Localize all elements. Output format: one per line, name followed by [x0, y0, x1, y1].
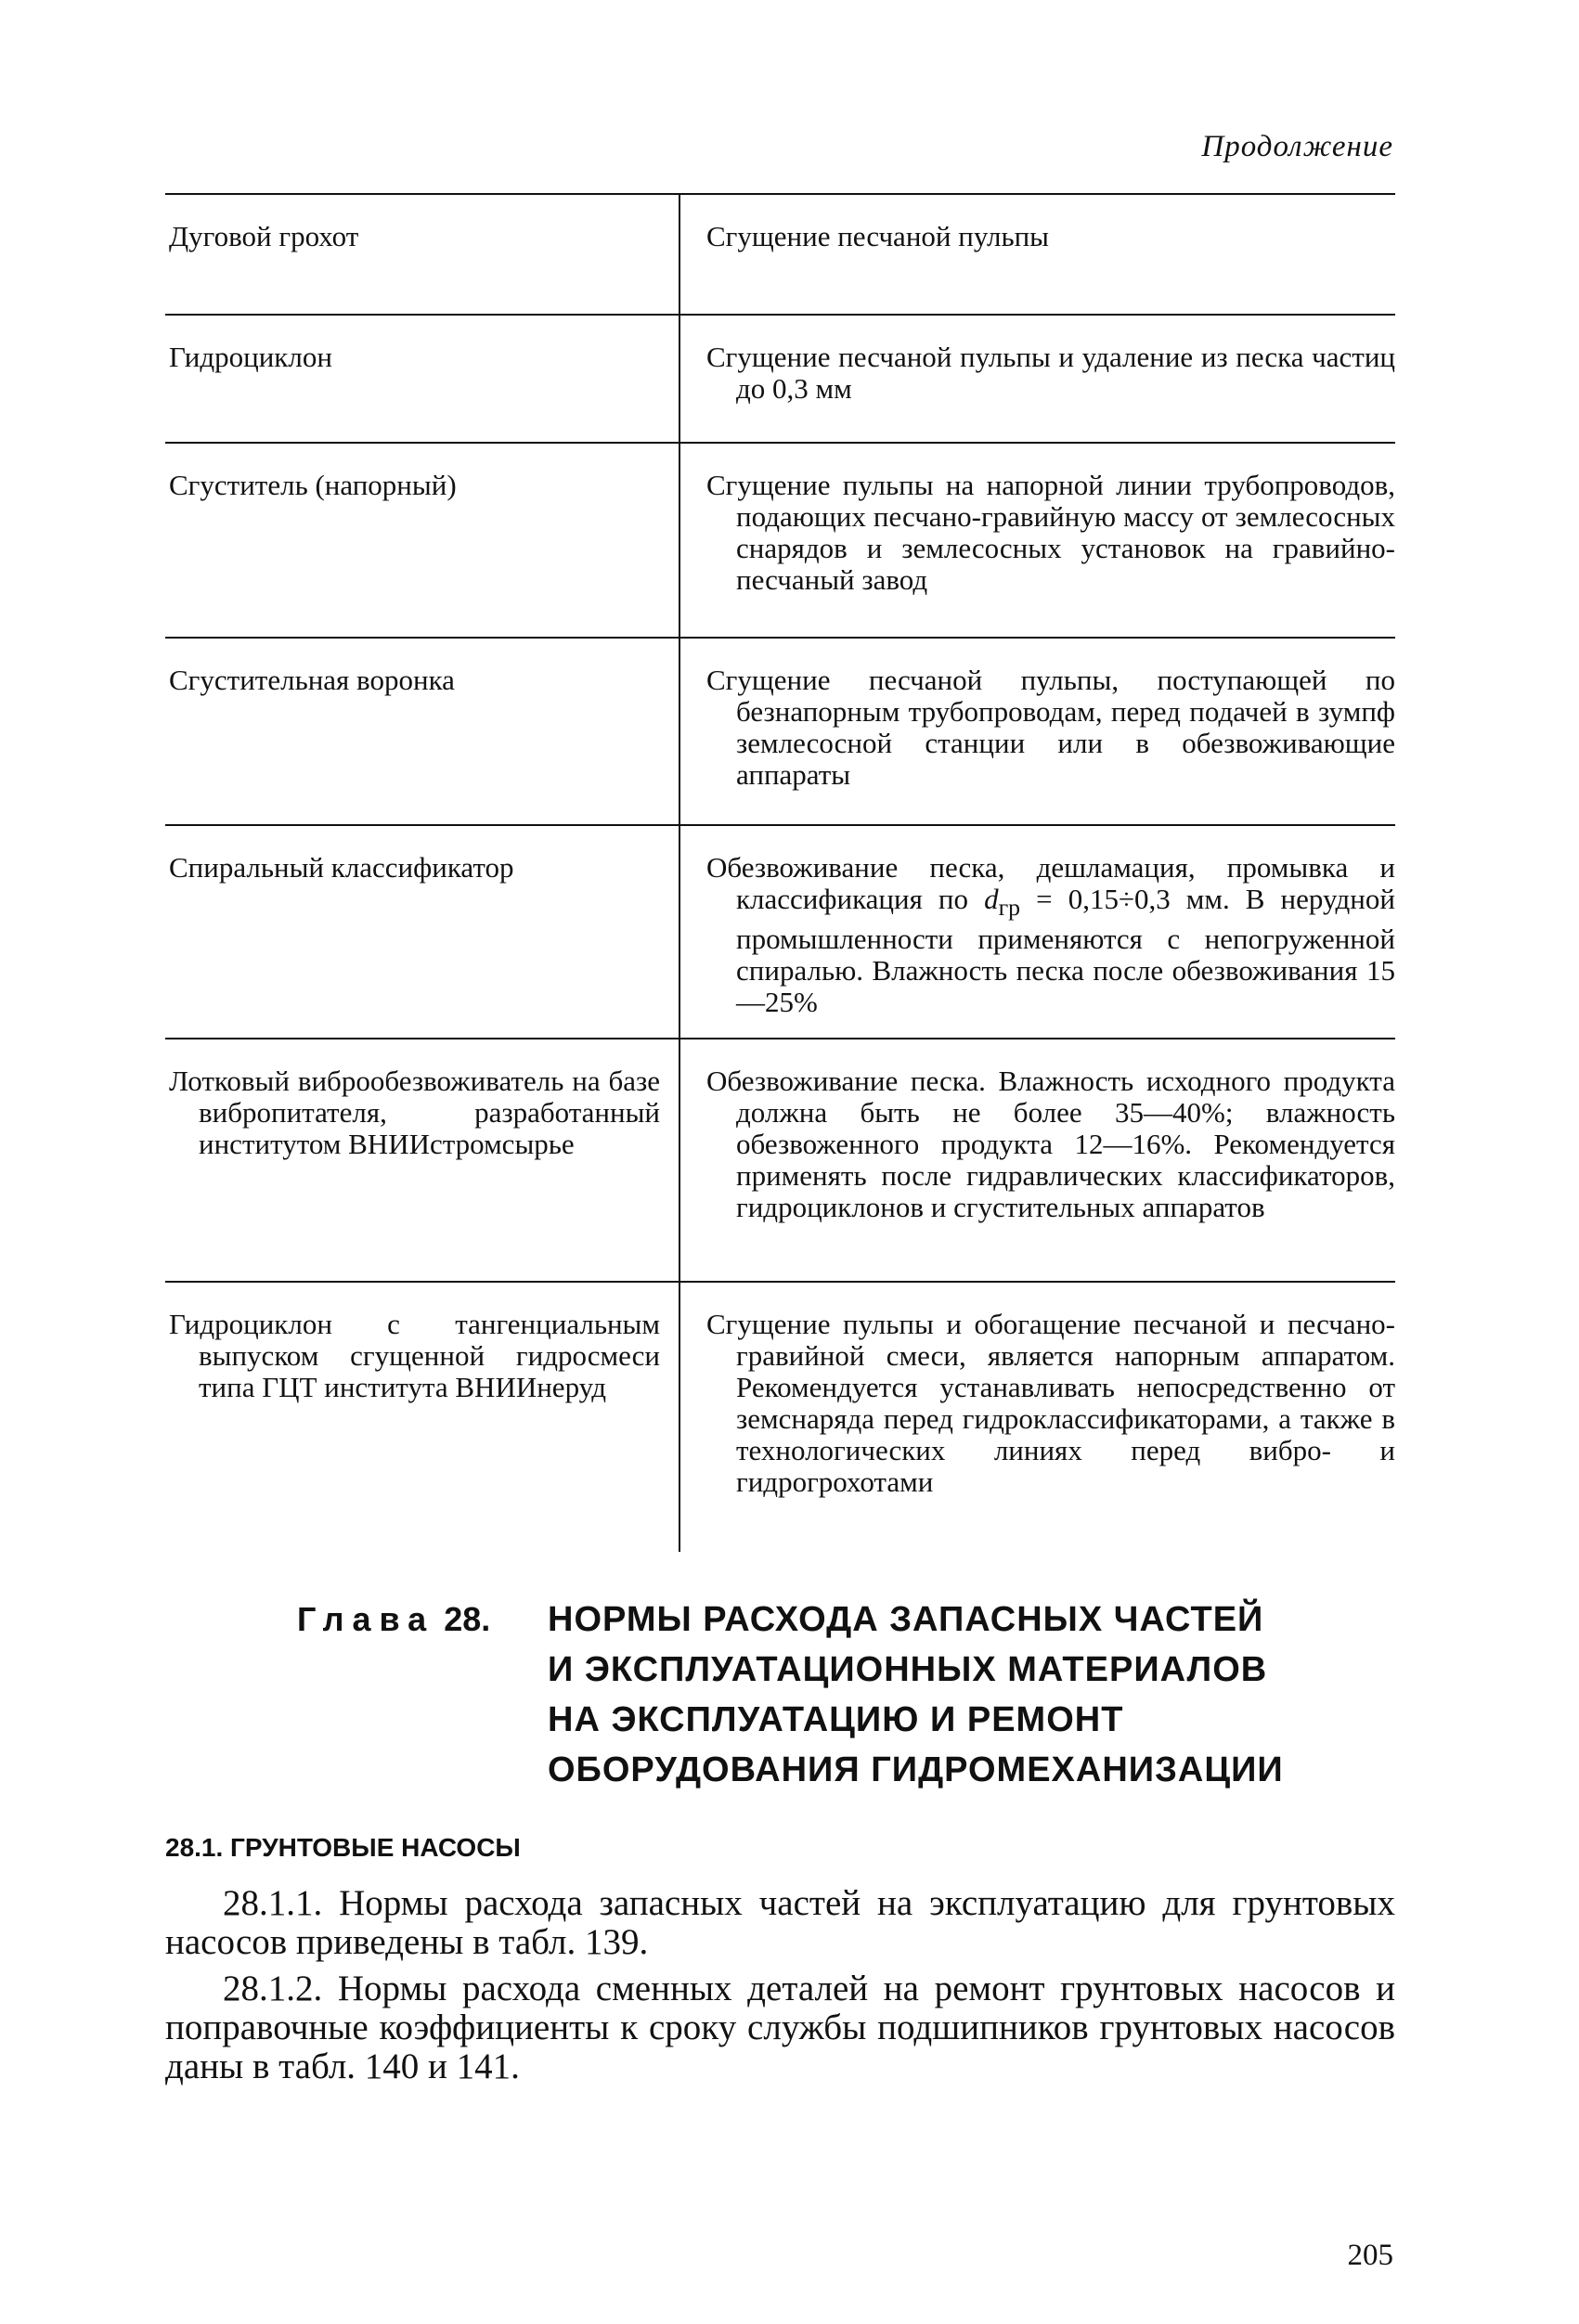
chapter-number: 28. — [444, 1600, 491, 1638]
table-row — [165, 316, 1395, 444]
page-number: 205 — [1347, 2239, 1393, 2272]
purpose-cell: Сгущение пульпы и обогащение песчаной и песчано-гравийной смеси, является напорным аппаратом. Рекомендуется устанавливать непосредственно от земснаряда перед гидроклассификаторами, а также в технологических линиях перед вибро- и гидрогрохотами — [706, 1308, 1395, 1498]
equipment-cell: Сгустительная воронка — [169, 664, 455, 696]
paragraph: 28.1.1. Нормы расхода запасных частей на эксплуатацию для грунтовых насосов приведены в табл. 139. — [165, 1883, 1395, 1962]
body-text — [165, 1884, 1395, 2094]
chapter-label: Глава — [297, 1600, 435, 1638]
paragraph: 28.1.2. Нормы расхода сменных деталей на ремонт грунтовых насосов и поправочные коэффициенты к сроку службы подшипников грунтовых насосов даны в табл. 140 и 141. — [165, 1969, 1395, 2086]
equipment-cell: Лотковый виброобезвоживатель на базе вибропитателя, разработанный институтом ВНИИстромсырье — [169, 1065, 660, 1160]
purpose-cell: Сгущение песчаной пульпы, поступающей по безнапорным трубопроводам, перед подачей в зумпф землесосной станции или в обезвоживающие аппараты — [706, 664, 1395, 791]
purpose-cell: Обезвоживание песка. Влажность исходного продукта должна быть не более 35—40%; влажность обезвоженного продукта 12—16%. Рекомендуется применять после гидравлических классификаторов, гидроциклонов и сгустительных аппаратов — [706, 1065, 1395, 1223]
purpose-cell: Обезвоживание песка, дешламация, промывка и классификация по $d_{гр} = 0,15\div 0,3$ мм. В нерудной промышленности применяются с непогруженной спиралью. Влажность песка после обезвоживания 15—25% — [706, 851, 1395, 1019]
equipment-cell: Гидроциклон с тангенциальным выпуском сгущенной гидросмеси типа ГЦТ института ВНИИнеруд — [169, 1308, 660, 1403]
purpose-cell: Сгущение песчаной пульпы и удаление из песка частиц до 0,3 мм — [706, 341, 1395, 405]
table-row — [165, 1039, 1395, 1283]
purpose-cell: Сгущение песчаной пульпы — [706, 220, 1050, 252]
chapter-heading — [297, 1595, 1411, 1795]
equipment-cell: Гидроциклон — [169, 341, 332, 373]
table-row — [165, 444, 1395, 639]
section-heading: 28.1. ГРУНТОВЫЕ НАСОСЫ — [165, 1833, 521, 1862]
equipment-cell: Спиральный классификатор — [169, 851, 514, 884]
table-row — [165, 195, 1395, 316]
table-row — [165, 1283, 1395, 1552]
gr-subscript: гр — [998, 894, 1021, 922]
d-symbol: d — [984, 883, 999, 915]
table-row — [165, 639, 1395, 826]
equipment-cell: Сгуститель (напорный) — [169, 469, 457, 501]
continuation-label: Продолжение — [1201, 130, 1393, 163]
chapter-title: НОРМЫ РАСХОДА ЗАПАСНЫХ ЧАСТЕЙ И ЭКСПЛУАТАЦИОННЫХ МАТЕРИАЛОВ НА ЭКСПЛУАТАЦИЮ И РЕМОНТ ОБОРУДОВАНИЯ ГИДРОМЕХАНИЗАЦИИ — [548, 1600, 1284, 1789]
table-row — [165, 826, 1395, 1039]
equipment-table — [165, 193, 1395, 1552]
purpose-cell: Сгущение пульпы на напорной линии трубопроводов, подающих песчано-гравийную массу от землесосных снарядов и землесосных установок на гравийно-песчаный завод — [706, 469, 1395, 596]
equipment-cell: Дуговой грохот — [169, 220, 359, 252]
